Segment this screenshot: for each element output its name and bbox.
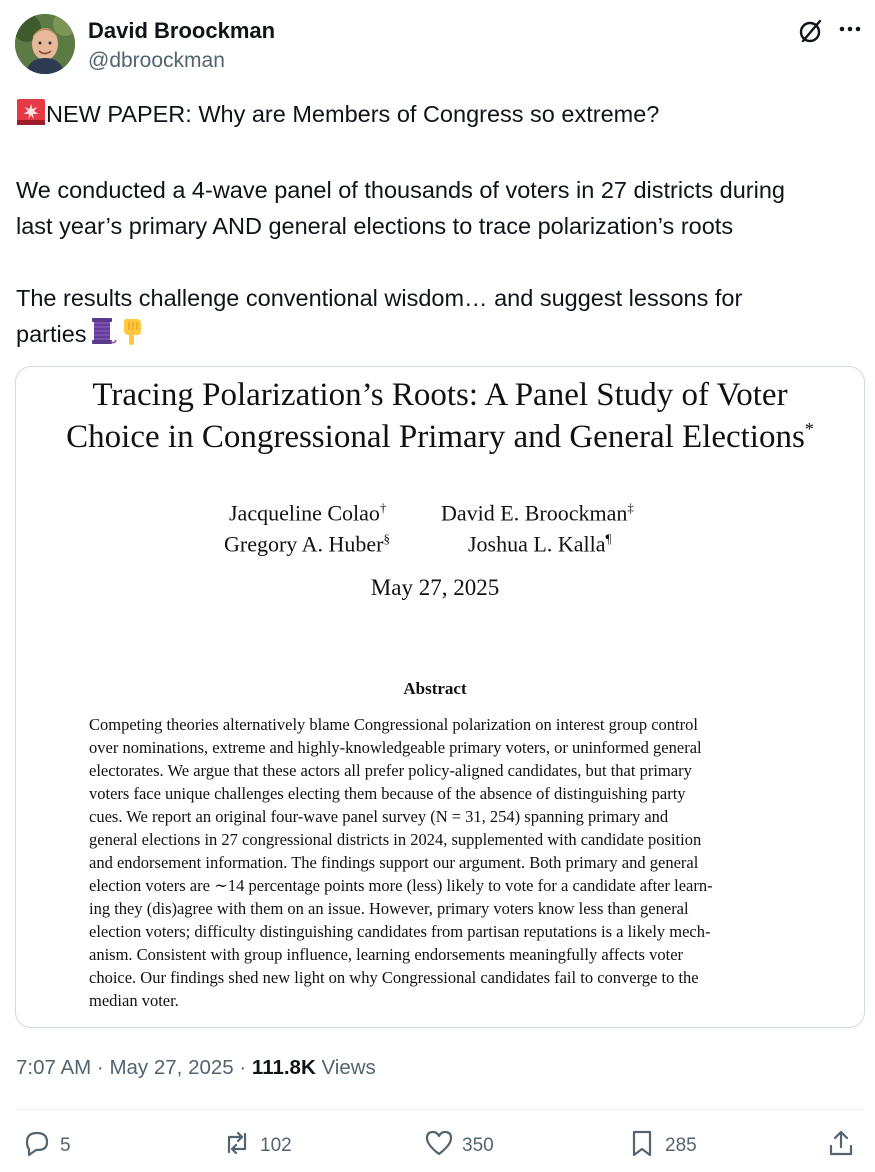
tweet-line: We conducted a 4-wave panel of thousands of voters in 27 districts during (16, 177, 785, 203)
abstract-line: ing they (dis)agree with them on an issue. However, primary voters know less than general (89, 899, 689, 918)
tweet-headline: NEW PAPER: Why are Members of Congress so extreme? (46, 101, 660, 127)
tweet-header (15, 14, 865, 76)
tweet-meta (16, 1056, 376, 1080)
paper-author (224, 531, 390, 557)
heart-icon (424, 1128, 454, 1164)
share-button[interactable] (826, 1128, 856, 1164)
paper-title-line2 (16, 419, 864, 456)
abstract-line: cues. We report an original four-wave panel survey (N = 31, 254) spanning primary and (89, 807, 669, 826)
paper-author (229, 500, 386, 526)
tweet-line: The results challenge conventional wisdom… and suggest lessons for (16, 285, 743, 311)
point-down-emoji (117, 316, 147, 356)
abstract-line: voters face unique challenges electing them because of the absence of distinguishing party (89, 784, 686, 803)
author-name-text: Gregory A. Huber (224, 531, 384, 557)
avatar[interactable] (15, 14, 75, 74)
author-mark: † (379, 500, 387, 515)
abstract-line: electorates. We argue that these actors all prefer policy-aligned candidates, but that primary (89, 761, 692, 780)
abstract-line: general elections in 27 congressional districts in 2024, supplemented with candidate position (89, 830, 702, 849)
author-handle[interactable]: @dbroockman (88, 49, 225, 72)
paper-title-line1: Tracing Polarization’s Roots: A Panel Study of Voter (92, 377, 788, 413)
like-count: 350 (462, 1135, 494, 1156)
author-name-text: David E. Broockman (441, 500, 628, 526)
tweet-line (16, 96, 861, 136)
more-icon[interactable] (835, 16, 865, 46)
siren-emoji (16, 98, 46, 136)
tweet-last-word: parties (16, 321, 87, 347)
abstract-line: choice. Our findings shed new light on why Congressional candidates fail to converge to the (89, 968, 699, 987)
share-icon (826, 1128, 856, 1164)
reply-icon (22, 1128, 52, 1164)
bookmark-button[interactable] (627, 1128, 697, 1164)
meta-separator: · (96, 1056, 104, 1079)
repost-button[interactable] (222, 1128, 292, 1164)
reply-count: 5 (60, 1135, 71, 1156)
author-mark: § (383, 531, 390, 546)
abstract-line: and endorsement information. The findings support our argument. Both primary and general (89, 853, 699, 872)
bookmark-count: 285 (665, 1135, 697, 1156)
repost-icon (222, 1128, 252, 1164)
tweet-time[interactable]: 7:07 AM (16, 1056, 92, 1079)
author-name-text: Joshua L. Kalla (468, 531, 606, 557)
repost-count: 102 (260, 1135, 292, 1156)
abstract-line: median voter. (89, 991, 179, 1010)
abstract-line: Competing theories alternatively blame Congressional polarization on interest group control (89, 715, 698, 734)
author-mark: ‡ (627, 500, 634, 515)
abstract-line: election voters are ∼14 percentage points more (less) likely to vote for a candidate after learn- (89, 876, 713, 895)
attached-image[interactable] (15, 366, 865, 1028)
views-label: Views (321, 1056, 376, 1079)
views-count: 111.8K (251, 1056, 316, 1079)
abstract-line: anism. Consistent with group influence, learning endorsements meaningfully affects voter (89, 945, 684, 964)
author-mark: ¶ (605, 531, 612, 546)
tweet-line: last year’s primary AND general elections to trace polarization’s roots (16, 213, 734, 239)
paper-author (441, 500, 634, 526)
author-name-text: Jacqueline Colao (229, 500, 380, 526)
divider (16, 1109, 864, 1110)
abstract-heading: Abstract (403, 679, 467, 698)
paper-date: May 27, 2025 (370, 575, 500, 600)
like-button[interactable] (424, 1128, 494, 1164)
paper-title-mark: * (804, 419, 814, 439)
bookmark-icon (627, 1128, 657, 1164)
paper-title-text: Choice in Congressional Primary and General Elections (66, 419, 805, 455)
abstract-line: over nominations, extreme and highly-knowledgeable primary voters, or uninformed general (89, 738, 702, 757)
meta-separator: · (239, 1056, 247, 1079)
grok-icon[interactable] (798, 18, 824, 44)
thread-emoji (87, 316, 117, 356)
abstract-line: election voters; difficulty distinguishing candidates from partisan reputations is a likely mech- (89, 922, 711, 941)
action-bar (0, 1128, 875, 1168)
paper-preview (16, 367, 864, 1027)
paper-author (468, 531, 611, 557)
tweet-date[interactable]: May 27, 2025 (109, 1056, 234, 1079)
reply-button[interactable] (22, 1128, 71, 1164)
author-name[interactable]: David Broockman (88, 18, 276, 43)
tweet-line (16, 316, 861, 356)
tweet-text (16, 96, 861, 356)
